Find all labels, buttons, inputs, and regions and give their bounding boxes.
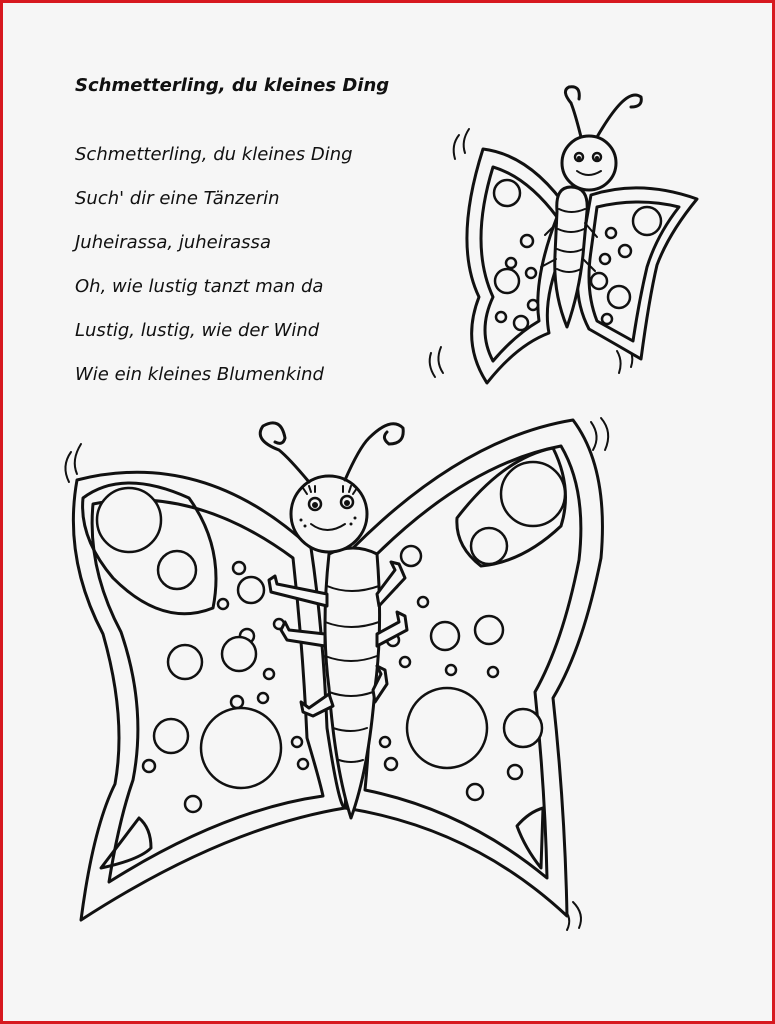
poem-line: Schmetterling, du kleines Ding xyxy=(75,144,353,165)
poem-line: Lustig, lustig, wie der Wind xyxy=(75,320,320,341)
poem-line: Such' dir eine Tänzerin xyxy=(75,188,280,209)
butterfly-wing xyxy=(577,188,697,359)
poem-lines xyxy=(75,144,353,408)
motion-lines-icon xyxy=(65,444,81,482)
motion-lines-icon xyxy=(454,129,469,159)
motion-lines-icon xyxy=(591,418,608,450)
antenna xyxy=(260,423,309,482)
antenna xyxy=(597,95,641,137)
large-butterfly-illustration xyxy=(53,408,633,938)
poem-line: Wie ein kleines Blumenkind xyxy=(75,364,324,385)
antenna xyxy=(565,87,581,137)
poem-line: Juheirassa, juheirassa xyxy=(75,232,271,253)
antenna xyxy=(345,424,403,480)
motion-lines-icon xyxy=(430,347,443,377)
poem-title: Schmetterling, du kleines Ding xyxy=(75,75,390,96)
poem-line: Oh, wie lustig tanzt man da xyxy=(75,276,324,297)
small-butterfly-illustration xyxy=(421,83,711,393)
